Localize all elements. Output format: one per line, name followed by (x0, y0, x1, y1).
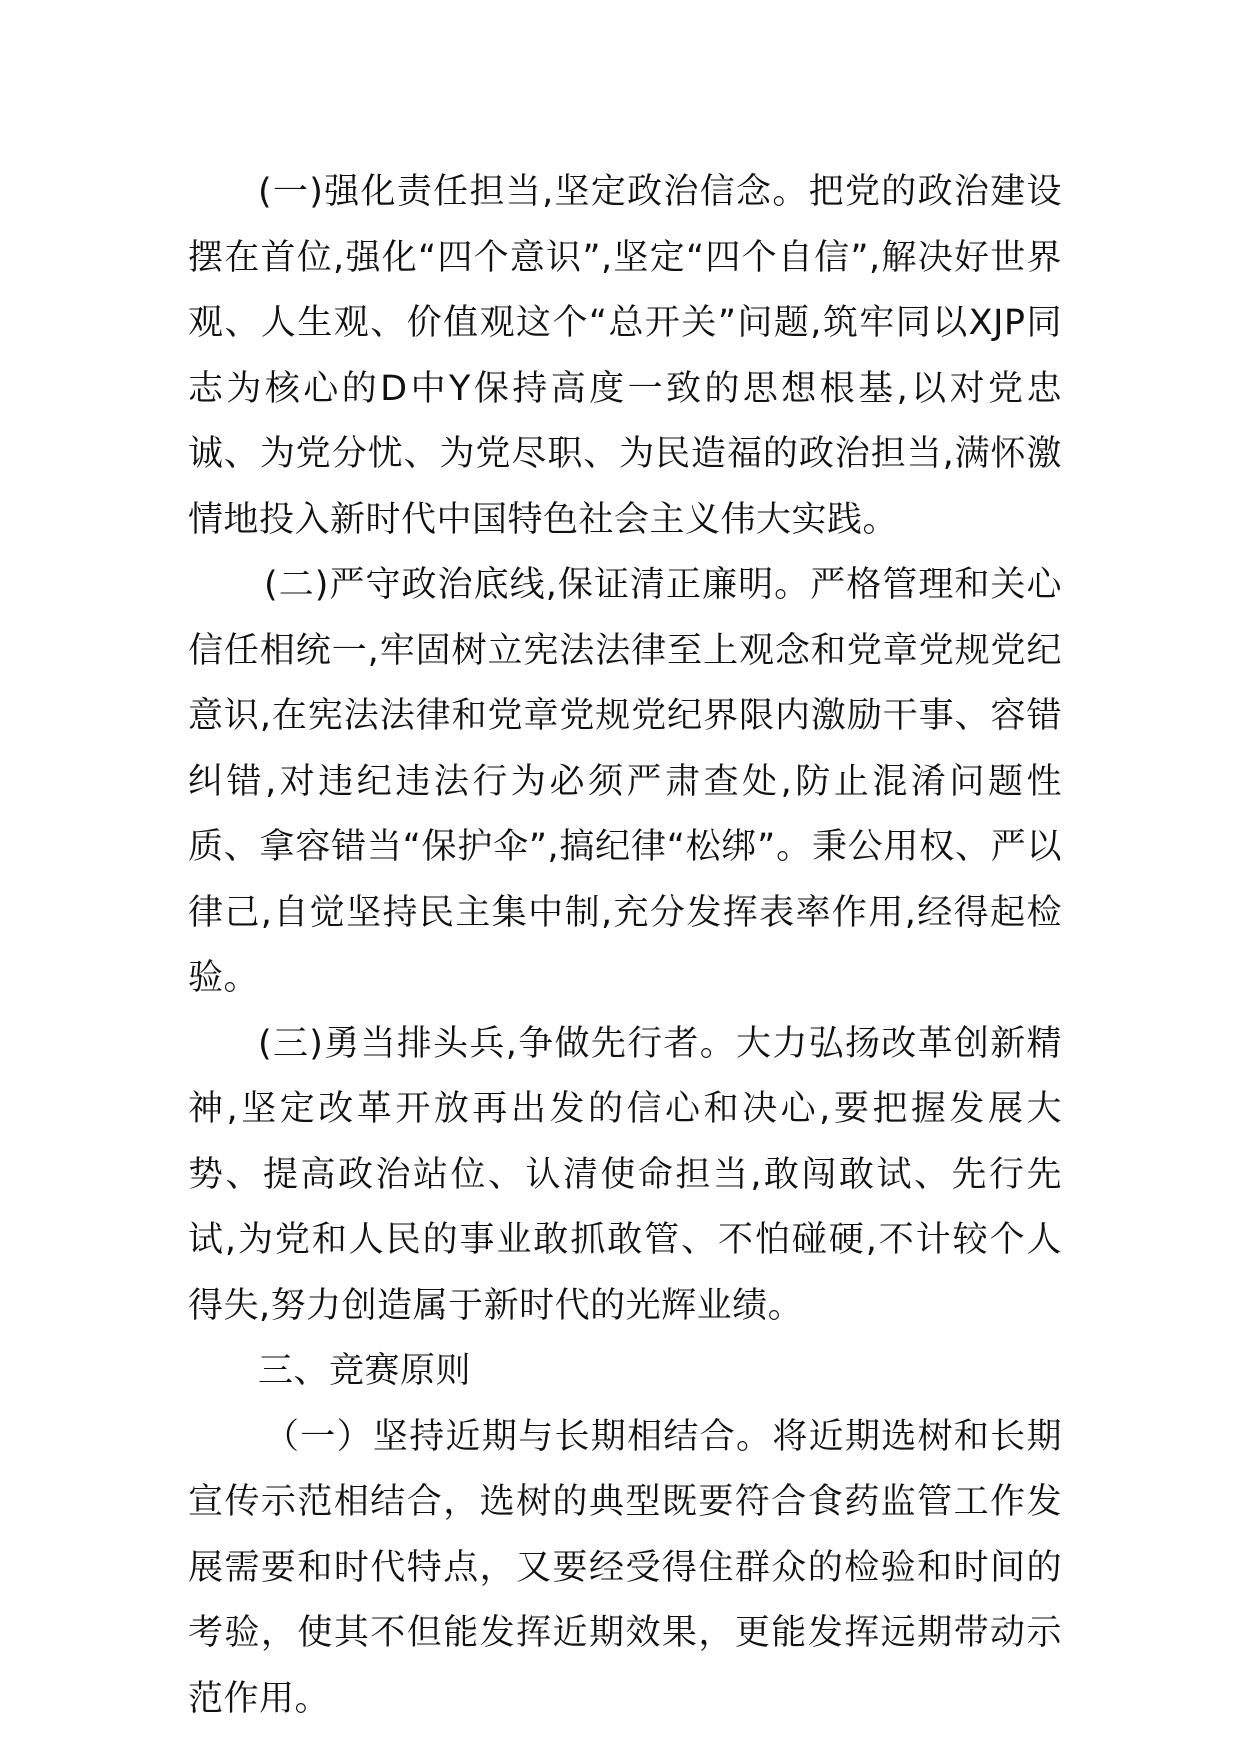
paragraph-political-conviction: (一)强化责任担当,坚定政治信念。把党的政治建设摆在首位,强化“四个意识”,坚定“四个自信”,解决好世界观、人生观、价值观这个“总开关”问题,筑牢同以XJP同志为核心的D中Y保持高度一致的思想根基,以对党忠诚、为党分忧、为党尽职、为民造福的政治担当,满怀激情地投入新时代中国特色社会主义伟大实践。 (188, 172, 1062, 540)
paragraph-political-bottom-line: (二)严守政治底线,保证清正廉明。严格管理和关心信任相统一,牢固树立宪法法律至上观念和党章党规党纪意识,在宪法法律和党章党规党纪界限内激励干事、容错纠错,对违纪违法行为必须严肃查处,防止混淆问题性质、拿容错当“保护伞”,搞纪律“松绑”。秉公用权、严以律己,自觉坚持民主集中制,充分发挥表率作用,经得起检验。 (188, 565, 1062, 998)
section-heading-competition-principles: 三、竞赛原则 (258, 1351, 472, 1391)
paragraph-pioneer: (三)勇当排头兵,争做先行者。大力弘扬改革创新精神,坚定改革开放再出发的信心和决心,要把握发展大势、提高政治站位、认清使命担当,敢闯敢试、先行先试,为党和人民的事业敢抓敢管、不怕碰硬,不计较个人得失,努力创造属于新时代的光辉业绩。 (188, 1023, 1062, 1326)
document-body (188, 160, 1062, 1732)
paragraph-near-and-long-term: （一）坚持近期与长期相结合。将近期选树和长期宣传示范相结合，选树的典型既要符合食药监管工作发展需要和时代特点，又要经受得住群众的检验和时间的考验，使其不但能发挥近期效果，更能发挥远期带动示范作用。 (188, 1416, 1062, 1719)
